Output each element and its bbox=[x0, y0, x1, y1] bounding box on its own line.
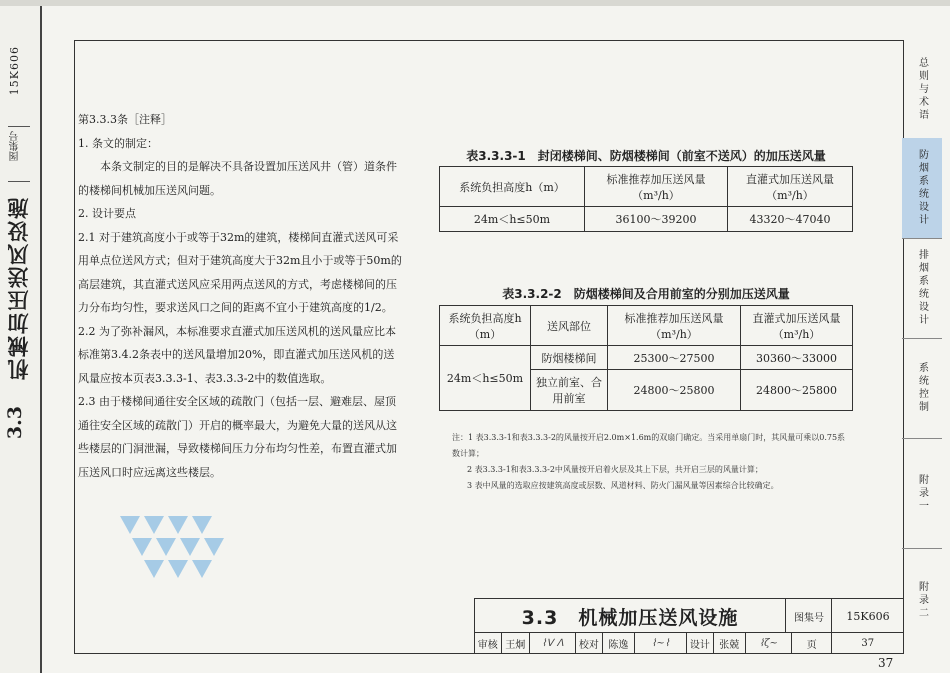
table2-header: 直灌式加压送风量（m³/h） bbox=[741, 306, 853, 346]
table2-header: 系统负担高度h（m） bbox=[440, 306, 531, 346]
tab-appendix-two[interactable]: 附录二 bbox=[916, 580, 928, 620]
designer-label: 设计 bbox=[687, 633, 714, 653]
title-block-title: 3.3 机械加压送风设施 bbox=[521, 606, 739, 629]
watermark-logo bbox=[110, 506, 240, 582]
table-cell: 24m＜h≤50m bbox=[440, 346, 531, 411]
table2-title: 表3.3.2-2 防烟楼梯间及合用前室的分别加压送风量 bbox=[502, 287, 790, 301]
title-block bbox=[474, 598, 902, 652]
designer-name: 张兢 bbox=[714, 633, 746, 653]
paragraph: 本条文制定的目的是解决不具备设置加压送风井（管）道条件的楼梯间机械加压送风问题。 bbox=[78, 160, 397, 197]
designer-signature: ⌇ζ~ bbox=[746, 633, 792, 653]
table-cell: 43320～47040 bbox=[728, 207, 853, 232]
page-label: 页 bbox=[792, 633, 832, 653]
table-cell: 25300～27500 bbox=[608, 346, 741, 370]
table1-header: 系统负担高度h（m） bbox=[440, 167, 585, 207]
atlas-number-value: 15K606 bbox=[831, 599, 904, 633]
table-row bbox=[440, 346, 853, 370]
tab-system-control[interactable]: 系统控制 bbox=[902, 338, 942, 439]
checker-signature: ⌇~⌇ bbox=[635, 633, 687, 653]
table-cell: 独立前室、合用前室 bbox=[531, 370, 608, 411]
paragraph: 2. 设计要点 bbox=[78, 207, 136, 220]
tab-appendix-one[interactable]: 附录一 bbox=[902, 438, 942, 549]
table1-title: 表3.3.3-1 封闭楼梯间、防烟楼梯间（前室不送风）的加压送风量 bbox=[466, 149, 826, 163]
table2-header: 标准推荐加压送风量（m³/h） bbox=[608, 306, 741, 346]
atlas-code-vertical: 15K606 bbox=[8, 46, 30, 127]
tab-smoke-exhaust-design[interactable]: 排烟系统设计 bbox=[902, 238, 942, 339]
paragraph: 2.3 由于楼梯间通往安全区域的疏散门（包括一层、避难层、屋顶通往安全区域的疏散门）开启的概率最大，为避免大量的送风从这些楼层的门洞泄漏，导致楼梯间压力分布均匀性差，布置直灌式加压送风口时应远离这些楼层。 bbox=[78, 395, 397, 479]
table2-header: 送风部位 bbox=[531, 306, 608, 346]
table1-header: 直灌式加压送风量（m³/h） bbox=[728, 167, 853, 207]
atlas-number-label: 图集号 bbox=[785, 599, 832, 633]
table2 bbox=[439, 305, 853, 411]
note-item: 2 表3.3.3-1和表3.3.3-2中风量按开启着火层及其上下层，共开启三层的风量计算； bbox=[467, 465, 763, 474]
section-number-vertical: 3.3 bbox=[4, 406, 26, 440]
reviewer-signature: ⌇ᐯ ᐱ bbox=[530, 633, 576, 653]
reviewer-label: 审核 bbox=[475, 633, 502, 653]
table-notes bbox=[452, 430, 852, 494]
left-binding-bar bbox=[0, 6, 42, 673]
commentary-heading: 第3.3.3条［注释］ bbox=[78, 113, 172, 126]
commentary-text bbox=[78, 108, 404, 484]
table-cell: 防烟楼梯间 bbox=[531, 346, 608, 370]
checker-label: 校对 bbox=[576, 633, 603, 653]
table-cell: 24800～25800 bbox=[741, 370, 853, 411]
paragraph: 1. 条文的制定： bbox=[78, 136, 158, 150]
signature-row bbox=[474, 632, 903, 653]
tab-smoke-prevention-design[interactable]: 防烟系统设计 bbox=[902, 138, 942, 239]
chapter-tabs bbox=[902, 40, 942, 652]
paragraph: 2.1 对于建筑高度小于或等于32m的建筑，楼梯间直灌式送风可采用单点位送风方式；但对于建筑高度大于32m且小于或等于50m的高层建筑，其直灌式送风应采用两点送风的方式，考虑楼梯间的压力分布均匀性，要求送风口之间的距离不宜小于建筑高度的1/2。 bbox=[78, 230, 402, 314]
table-row bbox=[440, 207, 853, 232]
page-value: 37 bbox=[861, 637, 875, 649]
table-cell: 30360～33000 bbox=[741, 346, 853, 370]
page-number: 37 bbox=[878, 656, 894, 670]
table-cell: 24m＜h≤50m bbox=[440, 207, 585, 232]
note-item: 3 表中风量的选取应按建筑高度或层数、风道材料、防火门漏风量等因素综合比较确定。 bbox=[467, 481, 779, 490]
table-cell: 36100～39200 bbox=[585, 207, 728, 232]
atlas-label-vertical: 图集号 bbox=[8, 131, 30, 182]
checker-name: 陈逸 bbox=[603, 633, 635, 653]
reviewer-name: 王炯 bbox=[502, 633, 530, 653]
paragraph: 2.2 为了弥补漏风，本标准要求直灌式加压送风机的送风量应比本标准第3.4.2条表中的送风量增加20%，即直灌式加压送风机的送风量应按本页表3.3.3-1、表3.3.3-2中的数值选取。 bbox=[78, 324, 396, 385]
table1-header: 标准推荐加压送风量（m³/h） bbox=[585, 167, 728, 207]
section-title-vertical: 机械加压送风设施 bbox=[7, 196, 31, 380]
table1 bbox=[439, 166, 853, 232]
top-edge bbox=[0, 0, 950, 6]
note-item: 注：1 表3.3.3-1和表3.3.3-2的风量按开启2.0m×1.6m的双扇门确定。当采用单扇门时，其风量可乘以0.75系数计算； bbox=[452, 433, 846, 458]
table-cell: 24800～25800 bbox=[608, 370, 741, 411]
tab-general-terms[interactable]: 总则与术语 bbox=[902, 40, 942, 139]
